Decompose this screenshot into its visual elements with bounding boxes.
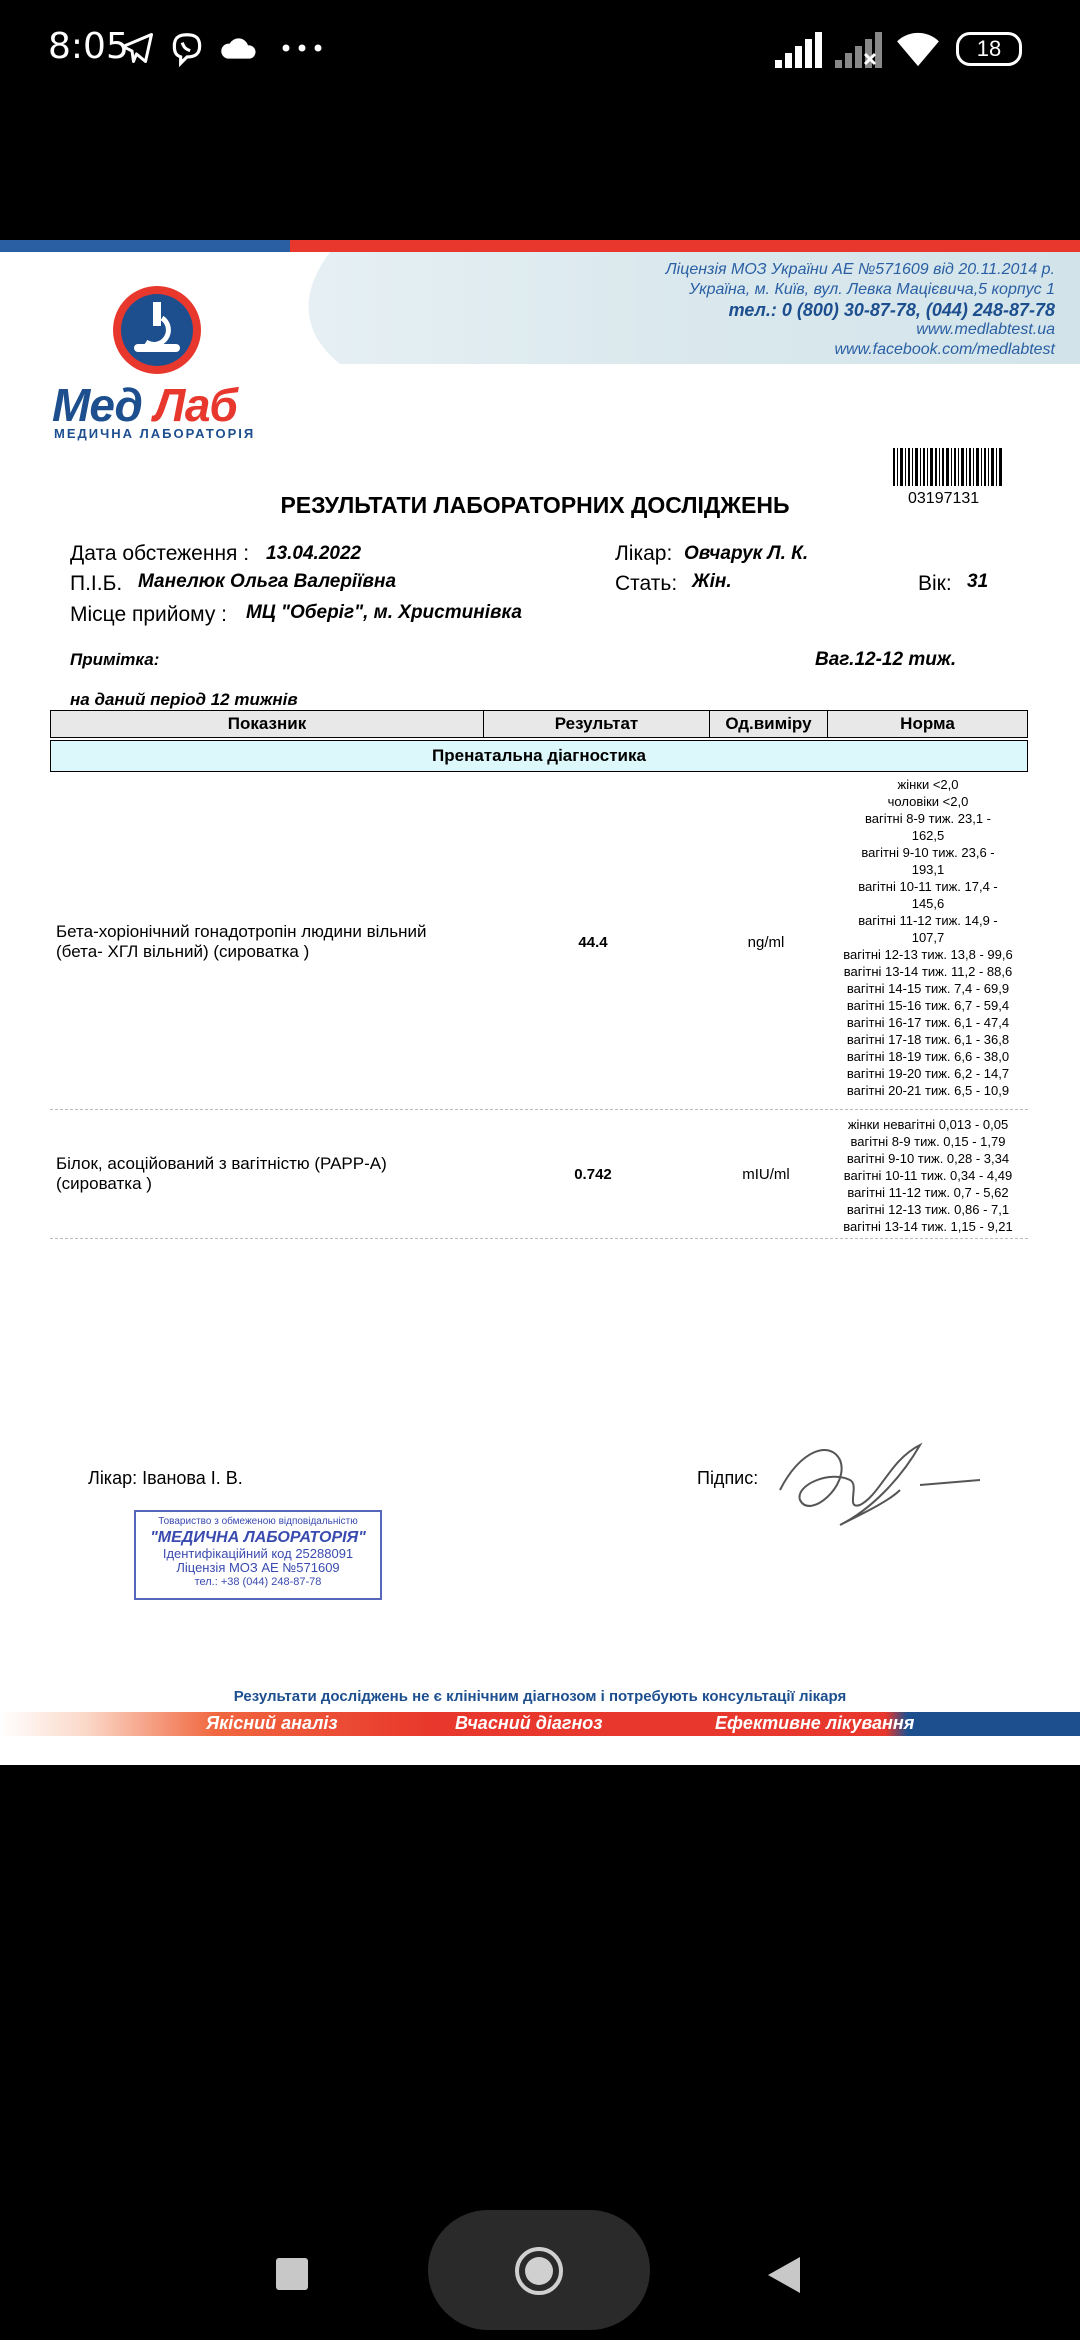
norm-line: вагітні 13-14 тиж. 11,2 - 88,6: [843, 964, 1013, 979]
row-result-value: 0.742: [574, 1166, 612, 1183]
col-indicator: Показник: [51, 711, 484, 737]
patient-name: Манелюк Ольга Валеріївна: [138, 571, 397, 592]
signing-doctor: Лікар: Іванова І. В.: [88, 1468, 243, 1488]
contact-info: [666, 260, 1055, 360]
row-norm-ranges: [828, 1116, 1028, 1235]
signal-no-service-icon: [835, 32, 887, 68]
pregnancy-term: Ваг.12-12 тиж.: [815, 649, 957, 670]
top-color-line: [0, 240, 1080, 252]
col-norm: Норма: [900, 714, 955, 733]
results-table-header: [50, 710, 1028, 738]
slogan-diagnosis: Вчасний діагноз: [455, 1713, 603, 1733]
row-unit: ng/ml: [747, 934, 785, 951]
norm-line: жінки невагітні 0,013 - 0,05: [847, 1117, 1009, 1132]
norm-line: чоловіки <2,0: [887, 794, 969, 809]
status-time: 8:05: [48, 26, 129, 67]
signal-icon: [775, 32, 823, 68]
row-indicator-name: Білок, асоційований з вагітністю (PAPP-A) (сироватка ): [56, 1154, 387, 1193]
doctor-name: Овчарук Л. К.: [684, 543, 809, 564]
norm-line: вагітні 8-9 тиж. 0,15 - 1,79: [850, 1134, 1006, 1149]
name-label: П.І.Б.: [70, 572, 123, 595]
facebook-link[interactable]: www.facebook.com/medlabtest: [834, 341, 1055, 358]
report-title: РЕЗУЛЬТАТИ ЛАБОРАТОРНИХ ДОСЛІДЖЕНЬ: [280, 492, 790, 518]
note-label: Примітка:: [70, 650, 160, 669]
visit-place: МЦ "Оберіг", м. Христинівка: [246, 602, 522, 623]
norm-line: вагітні 10-11 тиж. 17,4 -: [858, 879, 998, 894]
row-norm-ranges: [828, 776, 1028, 1099]
norm-line: вагітні 14-15 тиж. 7,4 - 69,9: [846, 981, 1010, 996]
col-result: Результат: [484, 711, 710, 737]
wifi-icon: [895, 30, 941, 68]
disclaimer-text: Результати досліджень не є клінічним діагнозом і потребують консультації лікаря: [233, 1688, 847, 1705]
norm-line: 162,5: [911, 828, 945, 843]
row-divider: [50, 1109, 1028, 1110]
row-unit: mIU/ml: [742, 1166, 790, 1183]
signature-label: Підпис:: [697, 1468, 759, 1488]
norm-line: вагітні 11-12 тиж. 0,7 - 5,62: [847, 1185, 1009, 1200]
address-text: Україна, м. Київ, вул. Левка Мацієвича,5 корпус 1: [689, 281, 1055, 298]
sex-label: Стать:: [615, 572, 678, 595]
norm-line: вагітні 8-9 тиж. 23,1 -: [864, 811, 992, 826]
slogan-treatment: Ефективне лікування: [715, 1713, 915, 1733]
norm-line: вагітні 17-18 тиж. 6,1 - 36,8: [846, 1032, 1010, 1047]
date-label: Дата обстеження :: [70, 542, 250, 565]
period-note: на даний період 12 тижнів: [70, 690, 298, 709]
home-pill[interactable]: [428, 2210, 650, 2330]
norm-line: вагітні 19-20 тиж. 6,2 - 14,7: [846, 1066, 1010, 1081]
logo-wordmark: Мед Лаб: [52, 379, 237, 431]
telegram-icon: [120, 30, 156, 66]
back-button[interactable]: [766, 2255, 802, 2295]
norm-line: вагітні 9-10 тиж. 23,6 -: [861, 845, 995, 860]
norm-line: вагітні 13-14 тиж. 1,15 - 9,21: [843, 1219, 1013, 1234]
norm-line: вагітні 11-12 тиж. 14,9 -: [858, 913, 998, 928]
signature-icon: [770, 1430, 990, 1540]
row-result-value: 44.4: [578, 934, 608, 951]
license-text: Ліцензія МОЗ України АЕ №571609 від 20.11.2014 р.: [665, 261, 1055, 278]
norm-line: вагітні 15-16 тиж. 6,7 - 59,4: [846, 998, 1010, 1013]
norm-line: 145,6: [911, 896, 945, 911]
exam-date: 13.04.2022: [266, 543, 362, 564]
age-label: Вік:: [918, 572, 952, 595]
norm-line: 107,7: [911, 930, 945, 945]
recents-button[interactable]: [275, 2257, 309, 2291]
patient-sex: Жін.: [692, 571, 732, 592]
navigation-bar: [0, 2200, 1080, 2340]
more-dots-icon: [282, 44, 322, 52]
cloud-icon: [218, 30, 258, 64]
battery-level: 18: [976, 36, 1002, 61]
row-indicator-name: Бета-хоріонічний гонадотропін людини вільний (бета- ХГЛ вільний) (сироватка ): [56, 922, 427, 961]
barcode-number: 03197131: [908, 490, 980, 507]
lab-report-document[interactable]: [0, 240, 1080, 1765]
official-stamp: Товариство з обмеженою відповідальністю "МЕДИЧНА ЛАБОРАТОРІЯ" Ідентифікаційний код 25288091 Ліцензія МОЗ АЕ №571609 тел.: +38 (044) 248-87-78: [134, 1510, 382, 1600]
norm-line: 193,1: [911, 862, 945, 877]
phone-text: тел.: 0 (800) 30-87-78, (044) 248-87-78: [728, 300, 1055, 320]
col-unit: Од.виміру: [710, 711, 828, 737]
norm-line: вагітні 20-21 тиж. 6,5 - 10,9: [846, 1083, 1010, 1098]
patient-age: 31: [967, 571, 989, 592]
website-link[interactable]: www.medlabtest.ua: [916, 321, 1055, 338]
status-bar: [0, 0, 1080, 100]
logo-subtitle: МЕДИЧНА ЛАБОРАТОРІЯ: [54, 426, 256, 441]
barcode-icon: [893, 448, 1003, 486]
viber-icon: [168, 30, 206, 68]
row-divider: [50, 1238, 1028, 1239]
doctor-label: Лікар:: [615, 542, 673, 565]
place-label: Місце прийому :: [70, 603, 227, 626]
norm-line: вагітні 18-19 тиж. 6,6 - 38,0: [846, 1049, 1010, 1064]
norm-line: вагітні 12-13 тиж. 0,86 - 7,1: [846, 1202, 1010, 1217]
norm-line: вагітні 16-17 тиж. 6,1 - 47,4: [846, 1015, 1010, 1030]
norm-line: вагітні 12-13 тиж. 13,8 - 99,6: [843, 947, 1013, 962]
norm-line: жінки <2,0: [897, 777, 959, 792]
norm-line: вагітні 10-11 тиж. 0,34 - 4,49: [843, 1168, 1013, 1183]
slogan-quality: Якісний аналіз: [206, 1713, 338, 1733]
home-button[interactable]: [513, 2245, 565, 2297]
battery-icon: [956, 32, 1022, 66]
norm-line: вагітні 9-10 тиж. 0,28 - 3,34: [846, 1151, 1010, 1166]
section-prenatal: Пренатальна діагностика: [50, 740, 1028, 772]
